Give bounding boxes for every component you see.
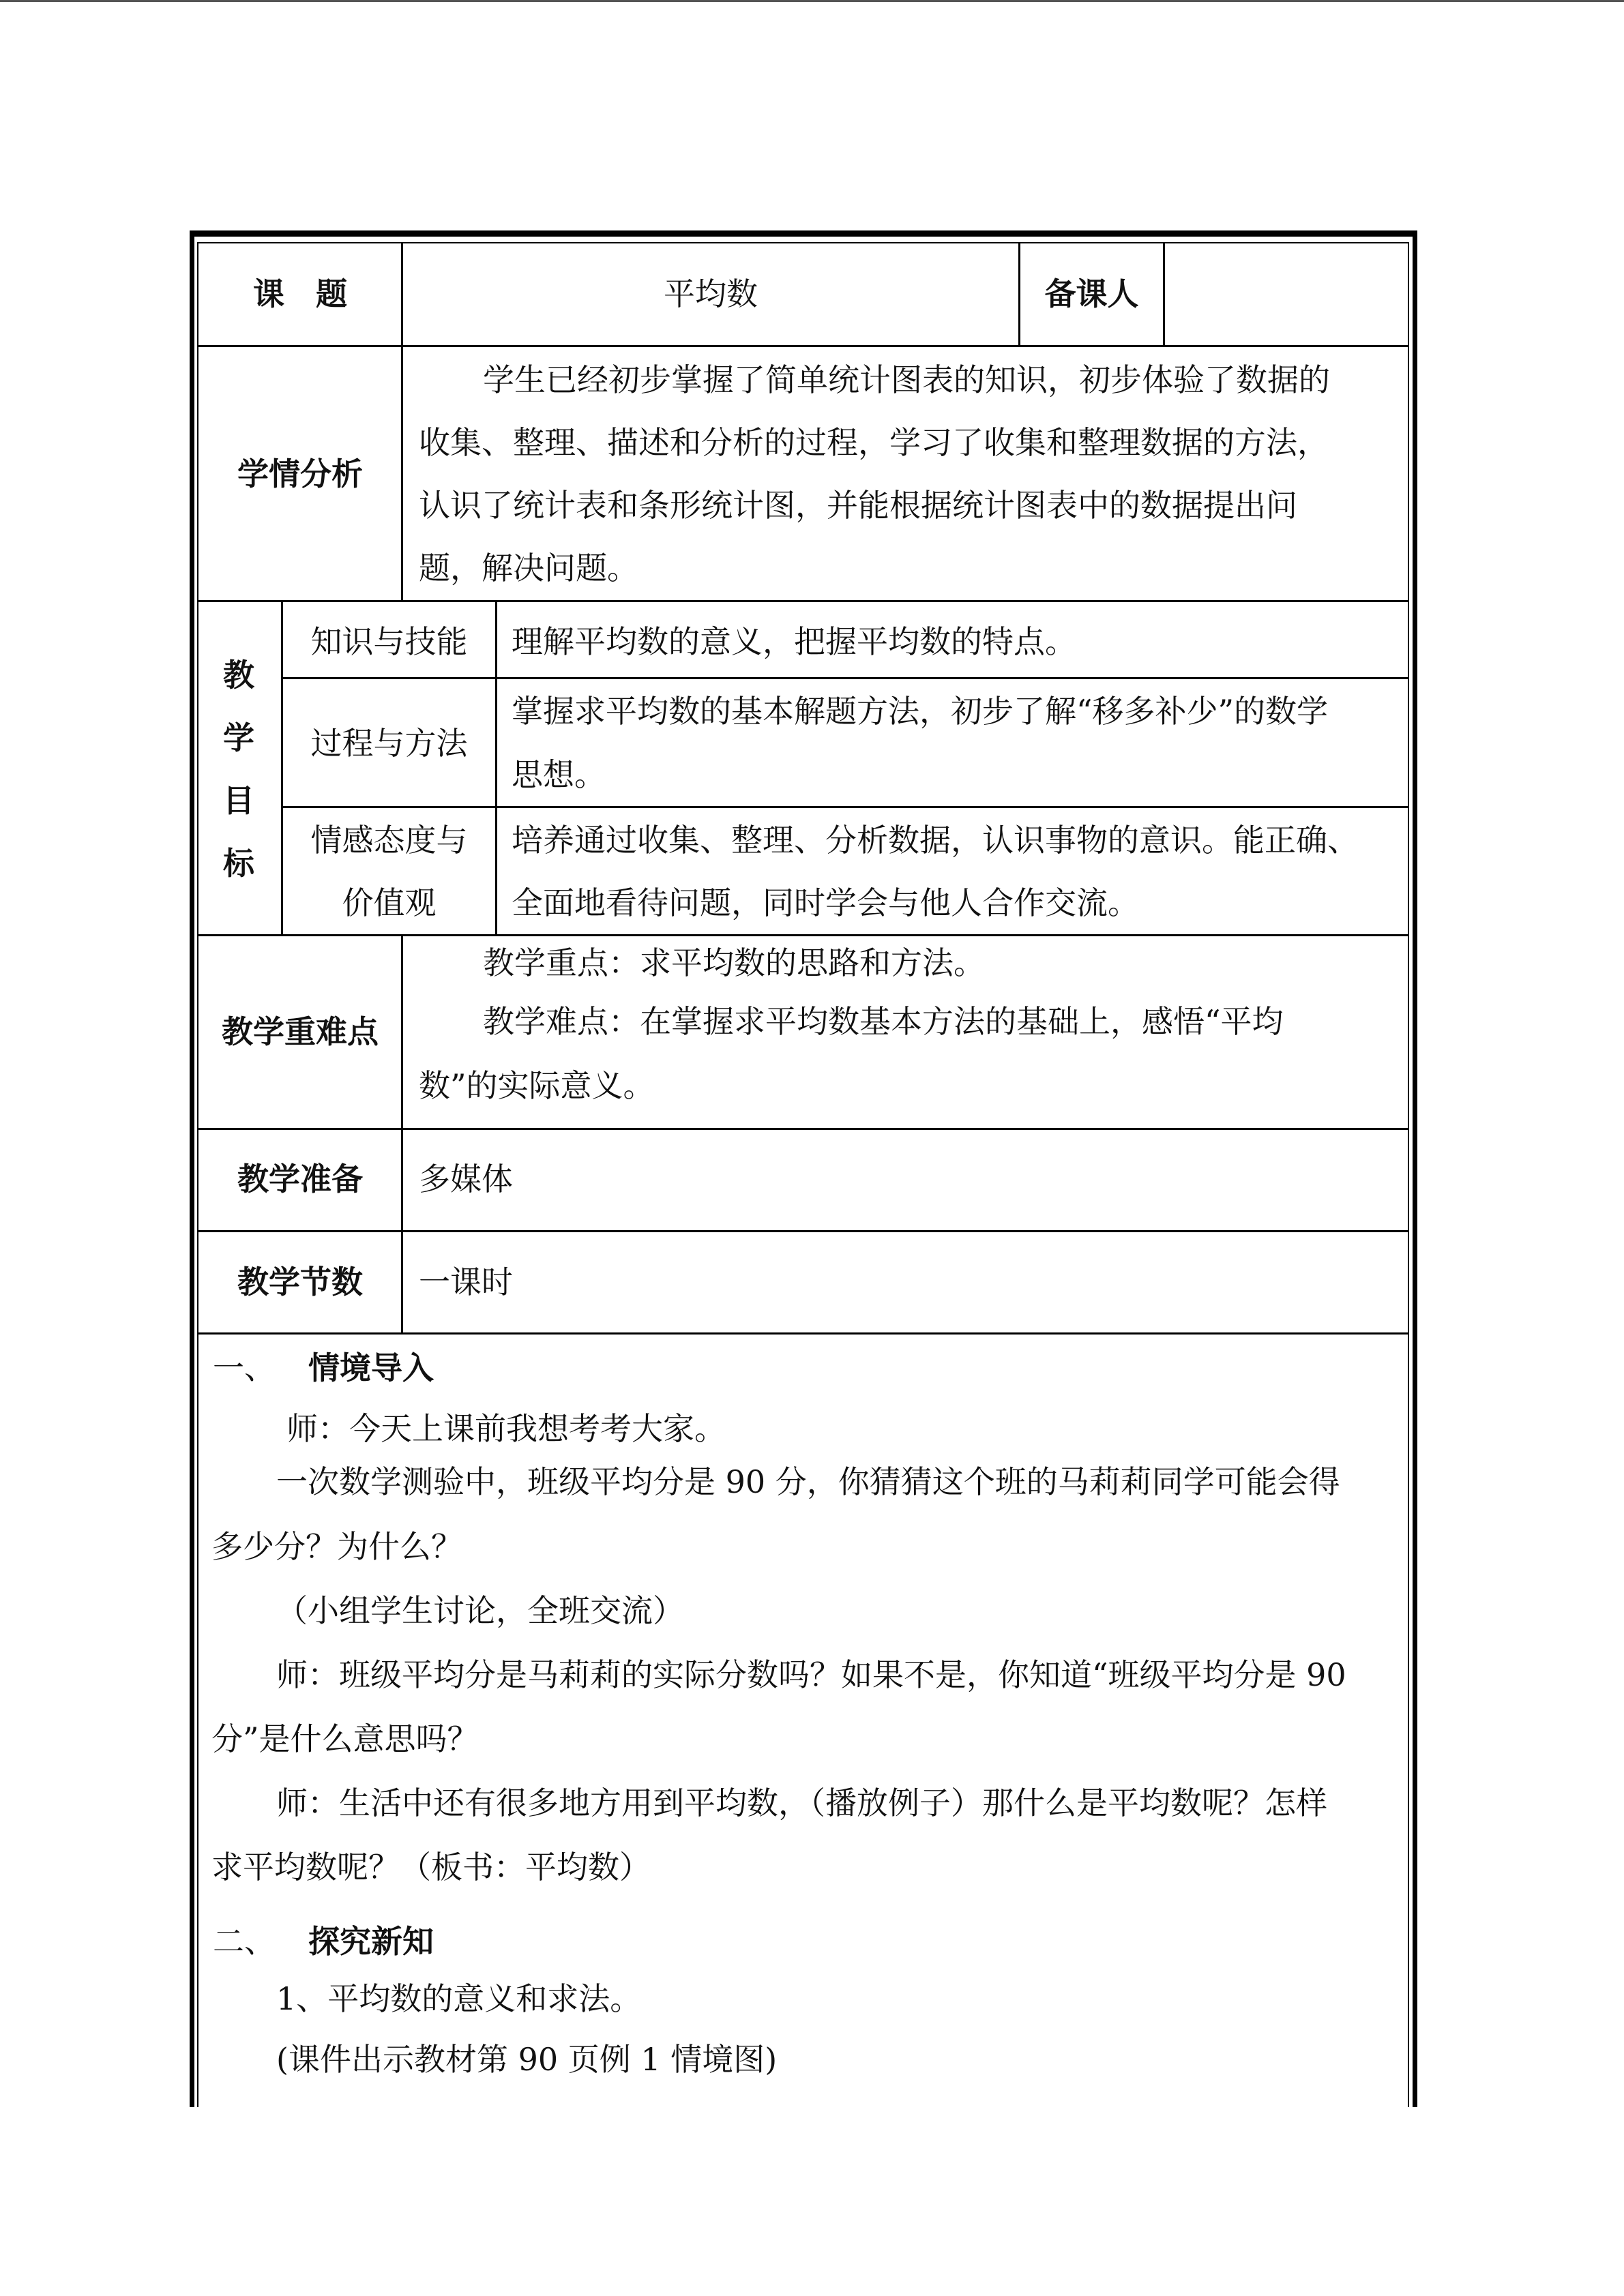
goal-name: 情感态度与	[310, 822, 468, 859]
process-line: 1、平均数的意义和求法。	[276, 1980, 642, 2017]
process-line: （小组学生讨论，全班交流）	[276, 1592, 684, 1629]
key-points-line: 数”的实际意义。	[419, 1067, 655, 1104]
goal-name: 过程与方法	[310, 725, 468, 762]
goals-label-char: 标	[223, 845, 254, 882]
process-line: 分”是什么意思吗？	[211, 1720, 479, 1757]
section-number: 二、	[213, 1923, 276, 1960]
analysis-line: 认识了统计表和条形统计图，并能根据统计图表中的数据提出问	[419, 487, 1297, 524]
preparation-value: 多媒体	[419, 1161, 513, 1197]
section-title: 情境导入	[308, 1350, 434, 1386]
section-title: 探究新知	[308, 1923, 434, 1960]
periods-label: 教学节数	[237, 1264, 363, 1300]
goal-text: 思想。	[512, 756, 606, 793]
goal-name: 价值观	[342, 884, 437, 921]
analysis-line: 题，解决问题。	[419, 550, 638, 586]
column-divider	[495, 600, 497, 934]
goal-name: 知识与技能	[310, 623, 468, 660]
key-points-line: 教学难点：在掌握求平均数基本方法的基础上，感悟“平均	[483, 1003, 1284, 1040]
row-divider	[197, 1230, 1409, 1232]
goal-text: 理解平均数的意义，把握平均数的特点。	[512, 623, 1076, 660]
key-points-label: 教学重难点	[222, 1013, 379, 1050]
page-top-edge	[0, 0, 1624, 2]
topic-value: 平均数	[664, 275, 758, 312]
column-divider	[1163, 243, 1165, 345]
section-number: 一、	[213, 1350, 276, 1386]
preparation-label: 教学准备	[237, 1161, 363, 1197]
goals-label-char: 目	[223, 782, 254, 819]
goal-text: 培养通过收集、整理、分析数据，认识事物的意识。能正确、	[512, 822, 1359, 859]
preparer-label: 备课人	[1044, 275, 1139, 312]
analysis-label: 学情分析	[237, 456, 363, 492]
column-divider	[401, 345, 403, 600]
analysis-line: 学生已经初步掌握了简单统计图表的知识，初步体验了数据的	[483, 361, 1330, 398]
row-divider	[197, 600, 1409, 602]
process-line: 求平均数呢？（板书：平均数）	[211, 1849, 651, 1885]
goals-label-char: 教	[223, 657, 254, 694]
goals-label-char: 学	[223, 719, 254, 756]
row-divider	[197, 1128, 1409, 1130]
analysis-line: 收集、整理、描述和分析的过程，学习了收集和整理数据的方法，	[419, 424, 1329, 461]
topic-label: 课 题	[253, 275, 347, 312]
key-points-line: 教学重点：求平均数的思路和方法。	[483, 944, 985, 981]
goal-text: 掌握求平均数的基本解题方法，初步了解“移多补少”的数学	[512, 693, 1329, 730]
row-divider	[197, 1332, 1409, 1335]
process-line: 一次数学测验中，班级平均分是 90 分，你猜猜这个班的马莉莉同学可能会得	[276, 1463, 1340, 1500]
goal-text: 全面地看待问题，同时学会与他人合作交流。	[512, 884, 1139, 921]
process-line: 师：今天上课前我想考考大家。	[286, 1410, 726, 1447]
process-line: 多少分？为什么？	[211, 1528, 462, 1565]
process-line: (课件出示教材第 90 页例 1 情境图)	[276, 2041, 778, 2078]
periods-value: 一课时	[419, 1264, 513, 1300]
process-line: 师：生活中还有很多地方用到平均数，（播放例子）那什么是平均数呢？怎样	[276, 1785, 1327, 1821]
column-divider	[401, 934, 403, 1332]
process-line: 师：班级平均分是马莉莉的实际分数吗？如果不是，你知道“班级平均分是 90	[276, 1656, 1346, 1693]
